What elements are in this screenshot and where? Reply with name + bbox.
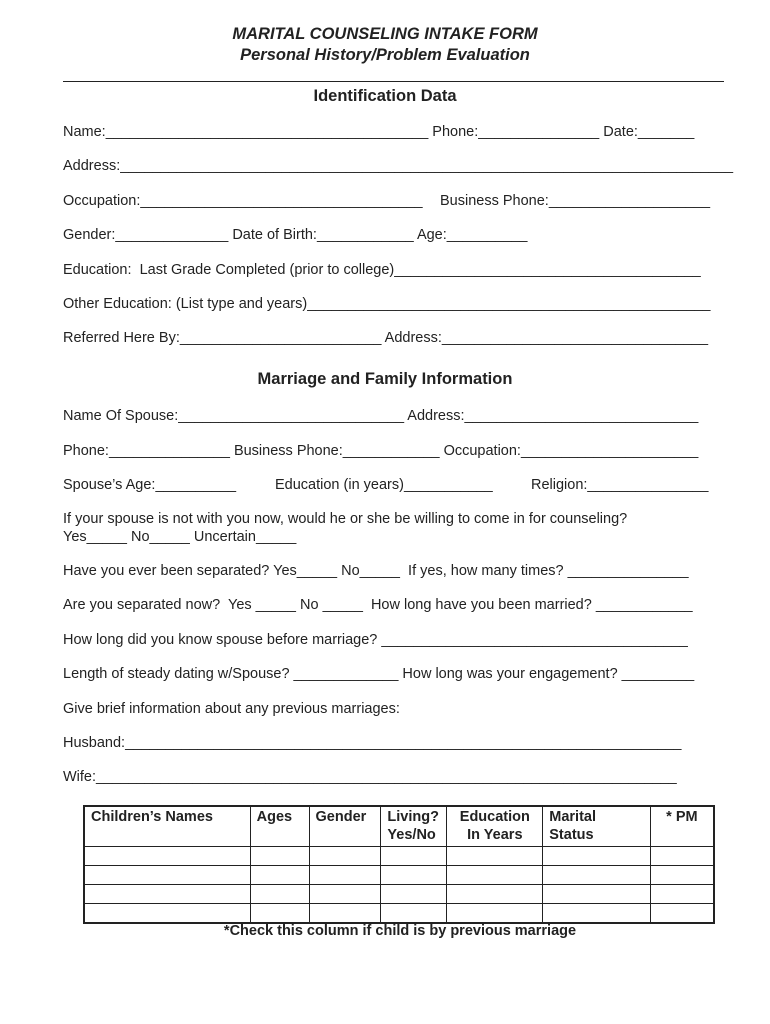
other-education-line[interactable]: Other Education: (List type and years)__________________________________________________ bbox=[63, 296, 711, 312]
willing-answer-line[interactable]: Yes_____ No_____ Uncertain_____ bbox=[63, 529, 297, 545]
wife-line[interactable]: Wife:________________________________________________________________________ bbox=[63, 769, 677, 785]
table-cell[interactable] bbox=[650, 904, 714, 924]
table-cell[interactable] bbox=[84, 866, 250, 885]
col-header-marital-1: Marital bbox=[549, 809, 597, 825]
form-title: MARITAL COUNSELING INTAKE FORM bbox=[232, 25, 538, 43]
gender-dob-age-line[interactable]: Gender:______________ Date of Birth:____________ Age:__________ bbox=[63, 227, 528, 243]
table-cell[interactable] bbox=[447, 885, 543, 904]
table-cell[interactable] bbox=[447, 866, 543, 885]
col-header-education bbox=[447, 806, 543, 847]
previous-marriages-label: Give brief information about any previous marriages: bbox=[63, 701, 400, 717]
table-cell[interactable] bbox=[250, 866, 309, 885]
children-table-header bbox=[84, 806, 714, 847]
col-header-marital bbox=[543, 806, 651, 847]
table-cell[interactable] bbox=[381, 866, 447, 885]
table-cell[interactable] bbox=[381, 847, 447, 866]
children-table-body bbox=[84, 847, 714, 924]
col-header-living bbox=[381, 806, 447, 847]
identification-heading: Identification Data bbox=[313, 87, 457, 105]
form-subtitle: Personal History/Problem Evaluation bbox=[240, 46, 530, 64]
table-cell[interactable] bbox=[650, 866, 714, 885]
table-cell[interactable] bbox=[447, 904, 543, 924]
willing-question: If your spouse is not with you now, would he or she be willing to come in for counseling? bbox=[63, 511, 628, 527]
table-row bbox=[84, 866, 714, 885]
known-before-marriage-line[interactable]: How long did you know spouse before marriage? ______________________________________ bbox=[63, 632, 688, 648]
table-cell[interactable] bbox=[309, 847, 381, 866]
spouse-phone-occupation-line[interactable]: Phone:_______________ Business Phone:____________ Occupation:______________________ bbox=[63, 443, 699, 459]
col-header-living-2: Yes/No bbox=[387, 827, 436, 843]
spouse-religion-line[interactable]: Religion:_______________ bbox=[531, 477, 709, 493]
education-line[interactable]: Education: Last Grade Completed (prior to college)______________________________________ bbox=[63, 262, 701, 278]
table-row bbox=[84, 904, 714, 924]
table-cell[interactable] bbox=[650, 847, 714, 866]
separated-now-line[interactable]: Are you separated now? Yes _____ No _____ How long have you been married? ____________ bbox=[63, 597, 693, 613]
dating-engagement-line[interactable]: Length of steady dating w/Spouse? _____________ How long was your engagement? _________ bbox=[63, 666, 695, 682]
table-cell[interactable] bbox=[543, 866, 651, 885]
husband-line[interactable]: Husband:_____________________________________________________________________ bbox=[63, 735, 682, 751]
children-table bbox=[83, 805, 715, 924]
col-header-education-2: In Years bbox=[467, 827, 523, 843]
title-divider bbox=[63, 81, 724, 82]
address-line[interactable]: Address:____________________________________________________________________________ bbox=[63, 158, 734, 174]
table-cell[interactable] bbox=[250, 847, 309, 866]
col-header-ages: Ages bbox=[250, 806, 309, 847]
spouse-name-address-line[interactable]: Name Of Spouse:____________________________ Address:_____________________________ bbox=[63, 408, 699, 424]
table-cell[interactable] bbox=[250, 885, 309, 904]
col-header-living-1: Living? bbox=[387, 809, 439, 825]
name-phone-date-line[interactable]: Name:________________________________________ Phone:_______________ Date:_______ bbox=[63, 124, 695, 140]
table-cell[interactable] bbox=[309, 904, 381, 924]
ever-separated-line[interactable]: Have you ever been separated? Yes_____ No_____ If yes, how many times? _______________ bbox=[63, 563, 689, 579]
occupation-line[interactable]: Occupation:___________________________________ bbox=[63, 193, 423, 209]
pm-footnote: *Check this column if child is by previous marriage bbox=[223, 923, 577, 939]
spouse-education-line[interactable]: Education (in years)___________ bbox=[275, 477, 493, 493]
table-cell[interactable] bbox=[309, 866, 381, 885]
marriage-family-heading: Marriage and Family Information bbox=[257, 370, 513, 388]
table-row bbox=[84, 847, 714, 866]
table-cell[interactable] bbox=[381, 904, 447, 924]
table-cell[interactable] bbox=[84, 847, 250, 866]
col-header-marital-2: Status bbox=[549, 827, 594, 843]
business-phone-line[interactable]: Business Phone:____________________ bbox=[440, 193, 711, 209]
col-header-pm: * PM bbox=[650, 806, 714, 847]
col-header-names: Children’s Names bbox=[84, 806, 250, 847]
table-cell[interactable] bbox=[650, 885, 714, 904]
table-cell[interactable] bbox=[543, 847, 651, 866]
table-cell[interactable] bbox=[543, 885, 651, 904]
referred-by-line[interactable]: Referred Here By:_________________________ Address:_________________________________ bbox=[63, 330, 709, 346]
spouse-age-line[interactable]: Spouse’s Age:__________ bbox=[63, 477, 237, 493]
col-header-education-1: Education bbox=[459, 809, 530, 825]
table-cell[interactable] bbox=[543, 904, 651, 924]
table-cell[interactable] bbox=[381, 885, 447, 904]
col-header-gender: Gender bbox=[309, 806, 381, 847]
table-cell[interactable] bbox=[447, 847, 543, 866]
table-cell[interactable] bbox=[309, 885, 381, 904]
table-cell[interactable] bbox=[84, 885, 250, 904]
table-cell[interactable] bbox=[84, 904, 250, 924]
table-row bbox=[84, 885, 714, 904]
table-cell[interactable] bbox=[250, 904, 309, 924]
